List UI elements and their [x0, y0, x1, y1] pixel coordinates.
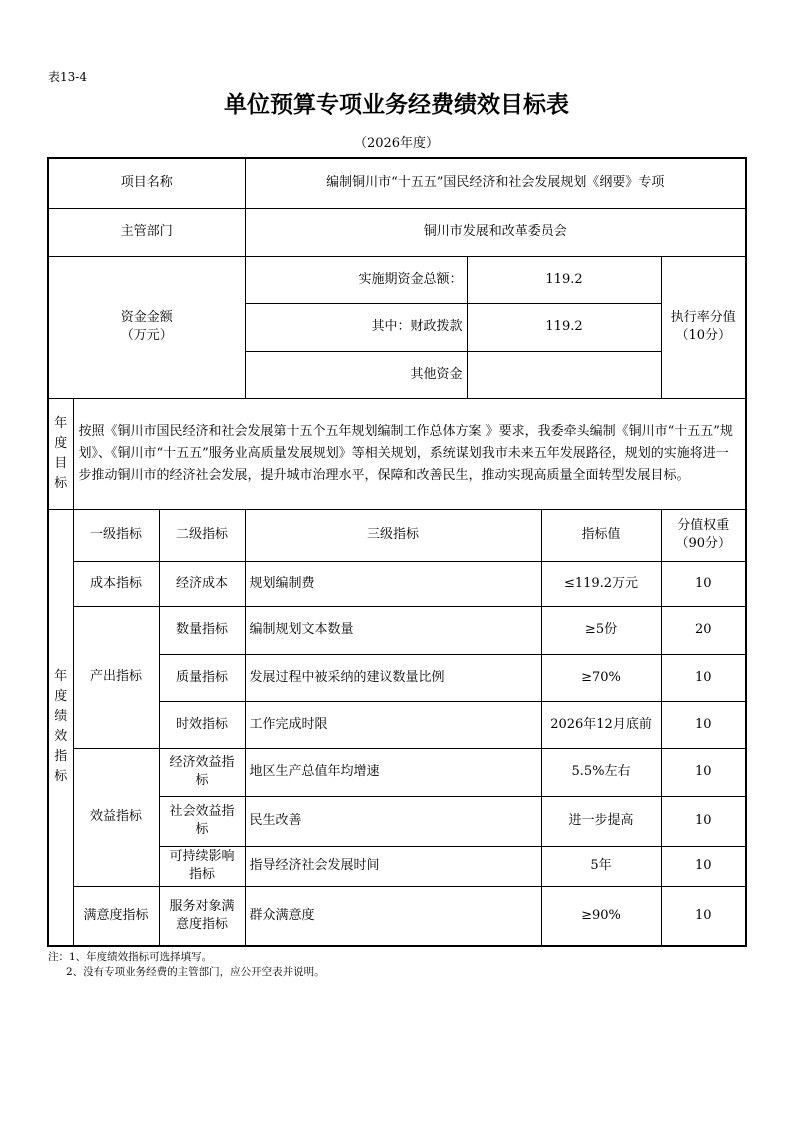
level2-cell: 社会效益指标	[159, 796, 245, 846]
table-row	[48, 748, 746, 796]
funds-label-line1: 资金金额	[120, 310, 173, 325]
char: 绩	[54, 709, 68, 725]
objective-label	[48, 398, 73, 509]
table-row	[48, 561, 746, 606]
level2-cell: 可持续影响指标	[159, 846, 245, 886]
rate-line1: 执行率分值	[670, 310, 736, 325]
weight-cell: 10	[661, 886, 746, 946]
page-title: 单位预算专项业务经费绩效目标表	[224, 92, 569, 118]
level3-cell: 编制规划文本数量	[245, 606, 541, 654]
project-name-value: 编制铜川市“十五五”国民经济和社会发展规划《纲要》专项	[245, 158, 746, 208]
funds-label	[48, 256, 245, 398]
char: 度	[54, 435, 68, 451]
level1-cell: 产出指标	[73, 606, 159, 748]
funds-fiscal-label: 其中：财政拨款	[245, 303, 467, 351]
note-2: 2、没有专项业务经费的主管部门，应公开空表并说明。	[66, 966, 325, 978]
weight-line1: 分值权重	[677, 518, 730, 533]
note-1: 注：1、年度绩效指标可选择填写。	[48, 951, 213, 963]
char: 标	[54, 769, 68, 785]
fiscal-year: （2026年度）	[353, 136, 440, 151]
value-cell: ≥90%	[541, 886, 661, 946]
funds-other-value	[467, 351, 661, 398]
header-level1: 一级指标	[73, 509, 159, 561]
level2-cell: 经济效益指标	[159, 748, 245, 796]
level3-cell: 地区生产总值年均增速	[245, 748, 541, 796]
level2-cell: 质量指标	[159, 654, 245, 701]
weight-cell: 10	[661, 561, 746, 606]
char: 指	[54, 749, 68, 765]
value-cell: ≥5份	[541, 606, 661, 654]
header-level2: 二级指标	[159, 509, 245, 561]
level2-cell: 服务对象满意度指标	[159, 886, 245, 946]
level3-cell: 指导经济社会发展时间	[245, 846, 541, 886]
level1-cell: 满意度指标	[73, 886, 159, 946]
department-value: 铜川市发展和改革委员会	[245, 208, 746, 256]
funds-total-value: 119.2	[467, 256, 661, 303]
department-label: 主管部门	[48, 208, 245, 256]
execution-rate-score	[661, 256, 746, 398]
weight-cell: 10	[661, 796, 746, 846]
table-row	[48, 606, 746, 654]
value-cell: 进一步提高	[541, 796, 661, 846]
level2-cell: 时效指标	[159, 701, 245, 748]
project-name-label: 项目名称	[48, 158, 245, 208]
objective-text: 按照《铜川市国民经济和社会发展第十五个五年规划编制工作总体方案 》要求，我委牵头编制《铜川市“十五五”规划》、《铜川市“十五五”服务业高质量发展规划》等相关规划，系统谋划我市未来五年发展路径，规划的实施将进一步推动铜川市的经济社会发展，提升城市治理水平，保障和改善民生，推动实现高质量全面转型发展目标。	[73, 398, 746, 509]
value-cell: ≥70%	[541, 654, 661, 701]
weight-cell: 10	[661, 748, 746, 796]
level2-cell: 数量指标	[159, 606, 245, 654]
weight-cell: 10	[661, 701, 746, 748]
weight-line2: （90分）	[675, 536, 732, 551]
level2-cell: 经济成本	[159, 561, 245, 606]
value-cell: 2026年12月底前	[541, 701, 661, 748]
char: 效	[54, 729, 68, 745]
char: 年	[54, 669, 68, 685]
value-cell: ≤119.2万元	[541, 561, 661, 606]
weight-cell: 10	[661, 846, 746, 886]
level1-cell: 成本指标	[73, 561, 159, 606]
level3-cell: 民生改善	[245, 796, 541, 846]
table-code: 表13-4	[48, 70, 87, 84]
notes	[48, 950, 325, 980]
funds-total-label: 实施期资金总额：	[245, 256, 467, 303]
level3-cell: 工作完成时限	[245, 701, 541, 748]
header-value: 指标值	[541, 509, 661, 561]
char: 标	[54, 475, 68, 491]
char: 度	[54, 689, 68, 705]
table-row	[48, 886, 746, 946]
header-level3: 三级指标	[245, 509, 541, 561]
level3-cell: 群众满意度	[245, 886, 541, 946]
level3-cell: 规划编制费	[245, 561, 541, 606]
funds-label-line2: （万元）	[120, 328, 173, 343]
level1-cell: 效益指标	[73, 748, 159, 886]
indicators-label	[48, 509, 73, 946]
funds-other-label: 其他资金	[245, 351, 467, 398]
header-weight	[661, 509, 746, 561]
weight-cell: 20	[661, 606, 746, 654]
weight-cell: 10	[661, 654, 746, 701]
char: 年	[54, 415, 68, 431]
char: 目	[54, 455, 68, 471]
level3-cell: 发展过程中被采纳的建议数量比例	[245, 654, 541, 701]
funds-fiscal-value: 119.2	[467, 303, 661, 351]
performance-table	[47, 157, 747, 947]
value-cell: 5.5%左右	[541, 748, 661, 796]
rate-line2: （10分）	[675, 328, 732, 343]
value-cell: 5年	[541, 846, 661, 886]
